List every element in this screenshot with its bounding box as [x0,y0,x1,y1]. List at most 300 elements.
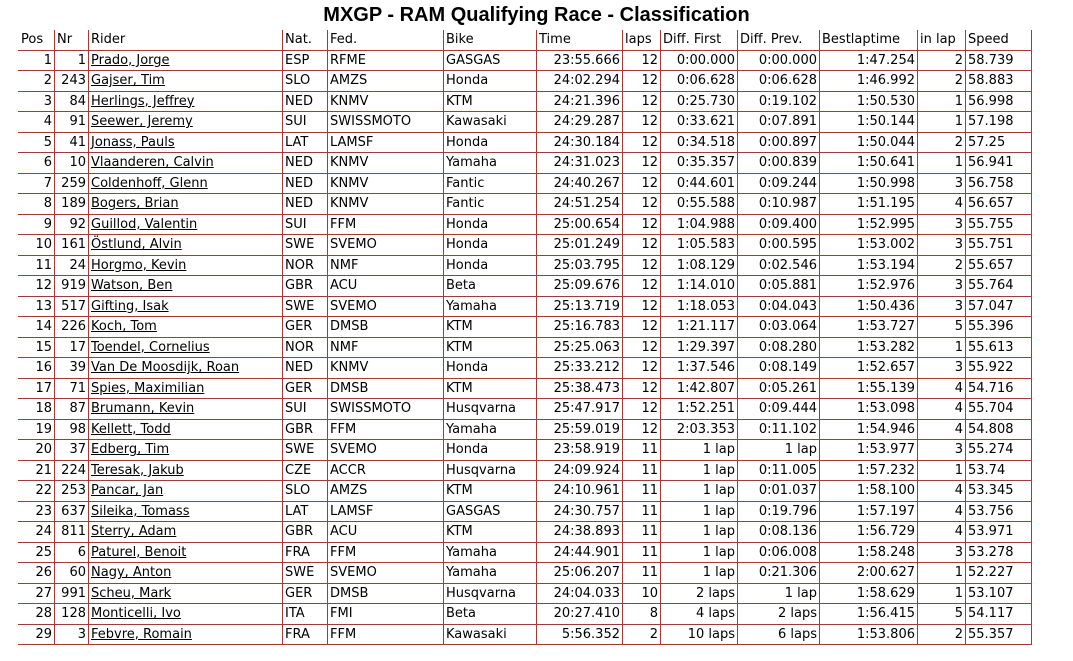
table-row [19,132,1032,153]
cell-diff-first: 1:08.129 [661,255,738,276]
table-body [19,50,1032,645]
cell-bestlaptime: 1:50.044 [820,132,918,153]
cell-pos: 7 [19,173,55,194]
cell-diff-first: 1 lap [661,542,738,563]
cell-speed: 55.704 [966,399,1032,420]
cell-speed: 54.808 [966,419,1032,440]
cell-bike: KTM [444,91,537,112]
cell-rider [89,542,283,563]
table-header-row [19,30,1032,50]
table-row [19,71,1032,92]
cell-laps: 12 [623,194,661,215]
cell-diff-first: 0:00.000 [661,50,738,71]
table-row [19,501,1032,522]
cell-time: 25:03.795 [537,255,623,276]
cell-diff-first: 1:52.251 [661,399,738,420]
cell-rider [89,358,283,379]
cell-diff-first: 0:25.730 [661,91,738,112]
rider-link[interactable]: Kellett, Todd [91,421,171,437]
cell-bike: Fantic [444,194,537,215]
cell-laps: 10 [623,583,661,604]
cell-nat: SWE [283,563,328,584]
table-row [19,481,1032,502]
column-header-fed: Fed. [328,30,444,50]
cell-bestlaptime: 1:58.248 [820,542,918,563]
cell-diff-prev: 0:09.400 [738,214,820,235]
cell-pos: 11 [19,255,55,276]
cell-diff-first: 0:06.628 [661,71,738,92]
cell-pos: 8 [19,194,55,215]
cell-bestlaptime: 1:58.629 [820,583,918,604]
cell-nat: GER [283,378,328,399]
cell-in-lap: 4 [918,378,966,399]
cell-speed: 58.883 [966,71,1032,92]
cell-bike: KTM [444,317,537,338]
cell-in-lap: 2 [918,624,966,645]
cell-in-lap: 3 [918,214,966,235]
cell-nr: 10 [55,153,89,174]
cell-nr: 91 [55,112,89,133]
cell-speed: 56.941 [966,153,1032,174]
column-header-speed: Speed [966,30,1032,50]
cell-pos: 14 [19,317,55,338]
cell-pos: 2 [19,71,55,92]
cell-diff-prev: 0:03.064 [738,317,820,338]
cell-diff-first: 0:34.518 [661,132,738,153]
table-row [19,173,1032,194]
rider-link[interactable]: Koch, Tom [91,319,157,335]
cell-nat: LAT [283,501,328,522]
column-header-nr: Nr [55,30,89,50]
cell-nr: 98 [55,419,89,440]
cell-speed: 55.396 [966,317,1032,338]
column-header-pos: Pos [19,30,55,50]
cell-nat: NED [283,173,328,194]
rider-link[interactable]: Gajser, Tim [91,73,165,89]
cell-fed: SVEMO [328,296,444,317]
cell-diff-prev: 0:08.136 [738,522,820,543]
cell-fed: FFM [328,214,444,235]
cell-fed: ACCR [328,460,444,481]
cell-diff-prev: 6 laps [738,624,820,645]
cell-in-lap: 1 [918,91,966,112]
cell-in-lap: 4 [918,501,966,522]
cell-in-lap: 4 [918,419,966,440]
cell-nat: ITA [283,604,328,625]
cell-bike: Beta [444,276,537,297]
cell-speed: 55.755 [966,214,1032,235]
cell-laps: 12 [623,296,661,317]
cell-rider [89,317,283,338]
rider-link[interactable]: Horgmo, Kevin [91,257,187,273]
cell-in-lap: 3 [918,296,966,317]
cell-laps: 2 [623,624,661,645]
cell-in-lap: 4 [918,194,966,215]
cell-speed: 57.25 [966,132,1032,153]
rider-link[interactable]: Prado, Jorge [91,52,170,68]
cell-nr: 637 [55,501,89,522]
cell-pos: 5 [19,132,55,153]
cell-rider [89,337,283,358]
cell-nr: 41 [55,132,89,153]
cell-speed: 56.657 [966,194,1032,215]
cell-speed: 53.74 [966,460,1032,481]
cell-bestlaptime: 1:46.992 [820,71,918,92]
cell-bike: Husqvarna [444,460,537,481]
cell-laps: 12 [623,337,661,358]
cell-pos: 18 [19,399,55,420]
cell-laps: 12 [623,378,661,399]
cell-laps: 11 [623,460,661,481]
cell-diff-first: 1:37.546 [661,358,738,379]
cell-nr: 128 [55,604,89,625]
rider-link[interactable]: Brumann, Kevin [91,401,195,417]
cell-in-lap: 2 [918,71,966,92]
cell-bike: KTM [444,337,537,358]
cell-diff-prev: 0:01.037 [738,481,820,502]
cell-laps: 12 [623,255,661,276]
cell-rider [89,112,283,133]
cell-nr: 71 [55,378,89,399]
table-row [19,440,1032,461]
cell-speed: 56.758 [966,173,1032,194]
cell-speed: 58.739 [966,50,1032,71]
table-row [19,337,1032,358]
cell-laps: 12 [623,173,661,194]
rider-link[interactable]: Gifting, Isak [91,298,169,314]
cell-bestlaptime: 1:50.530 [820,91,918,112]
cell-in-lap: 3 [918,358,966,379]
cell-bestlaptime: 1:54.946 [820,419,918,440]
cell-fed: FFM [328,542,444,563]
cell-nat: FRA [283,542,328,563]
cell-bike: Honda [444,235,537,256]
cell-bike: Yamaha [444,419,537,440]
cell-speed: 55.613 [966,337,1032,358]
cell-speed: 53.107 [966,583,1032,604]
cell-rider [89,440,283,461]
cell-bestlaptime: 1:50.641 [820,153,918,174]
cell-bike: KTM [444,481,537,502]
cell-bestlaptime: 1:53.194 [820,255,918,276]
cell-diff-prev: 0:00.000 [738,50,820,71]
cell-diff-first: 2:03.353 [661,419,738,440]
cell-diff-prev: 2 laps [738,604,820,625]
cell-in-lap: 4 [918,399,966,420]
cell-nat: SUI [283,112,328,133]
cell-time: 24:02.294 [537,71,623,92]
cell-time: 24:04.033 [537,583,623,604]
cell-pos: 15 [19,337,55,358]
cell-bestlaptime: 1:53.727 [820,317,918,338]
cell-bestlaptime: 1:47.254 [820,50,918,71]
table-row [19,419,1032,440]
cell-nr: 224 [55,460,89,481]
cell-diff-first: 1 lap [661,440,738,461]
cell-fed: KNMV [328,91,444,112]
cell-bike: Husqvarna [444,583,537,604]
rider-link[interactable]: Östlund, Alvin [91,237,182,253]
cell-in-lap: 2 [918,255,966,276]
cell-nat: GBR [283,276,328,297]
rider-link[interactable]: Vlaanderen, Calvin [91,155,214,171]
cell-fed: FFM [328,624,444,645]
cell-laps: 11 [623,563,661,584]
cell-diff-first: 1:18.053 [661,296,738,317]
cell-bestlaptime: 1:52.976 [820,276,918,297]
cell-bestlaptime: 1:56.415 [820,604,918,625]
cell-time: 23:55.666 [537,50,623,71]
cell-speed: 56.998 [966,91,1032,112]
rider-link[interactable]: Teresak, Jakub [91,462,184,478]
cell-nat: LAT [283,132,328,153]
cell-fed: LAMSF [328,501,444,522]
cell-laps: 11 [623,501,661,522]
cell-nr: 811 [55,522,89,543]
rider-link[interactable]: Bogers, Brian [91,196,179,212]
cell-diff-prev: 0:04.043 [738,296,820,317]
cell-nat: SUI [283,399,328,420]
cell-rider [89,173,283,194]
cell-diff-first: 10 laps [661,624,738,645]
cell-bestlaptime: 1:53.806 [820,624,918,645]
cell-bike: Beta [444,604,537,625]
cell-bestlaptime: 1:58.100 [820,481,918,502]
cell-nr: 39 [55,358,89,379]
cell-pos: 3 [19,91,55,112]
cell-diff-prev: 0:06.008 [738,542,820,563]
cell-laps: 12 [623,112,661,133]
cell-bike: KTM [444,378,537,399]
cell-nat: NOR [283,337,328,358]
cell-bestlaptime: 1:50.436 [820,296,918,317]
cell-rider [89,481,283,502]
rider-link[interactable]: Sterry, Adam [91,524,177,540]
table-row [19,522,1032,543]
cell-in-lap: 1 [918,337,966,358]
cell-pos: 19 [19,419,55,440]
cell-time: 25:47.917 [537,399,623,420]
cell-nr: 243 [55,71,89,92]
cell-bestlaptime: 1:52.657 [820,358,918,379]
cell-fed: AMZS [328,71,444,92]
cell-speed: 53.971 [966,522,1032,543]
cell-pos: 9 [19,214,55,235]
cell-rider [89,522,283,543]
cell-laps: 11 [623,522,661,543]
cell-nat: GBR [283,522,328,543]
cell-time: 25:13.719 [537,296,623,317]
cell-diff-prev: 0:06.628 [738,71,820,92]
rider-link[interactable]: Paturel, Benoit [91,544,187,560]
rider-link[interactable]: Scheu, Mark [91,585,172,601]
cell-bike: GASGAS [444,50,537,71]
column-header-in-lap: in lap [918,30,966,50]
cell-nat: SLO [283,481,328,502]
cell-bestlaptime: 1:57.232 [820,460,918,481]
rider-link[interactable]: Nagy, Anton [91,565,172,581]
cell-fed: KNMV [328,194,444,215]
cell-in-lap: 5 [918,317,966,338]
cell-diff-first: 1:05.583 [661,235,738,256]
table-row [19,317,1032,338]
cell-fed: KNMV [328,358,444,379]
column-header-laps: laps [623,30,661,50]
cell-nat: ESP [283,50,328,71]
cell-bike: Honda [444,440,537,461]
rider-link[interactable]: Seewer, Jeremy [91,114,193,130]
cell-time: 5:56.352 [537,624,623,645]
rider-link[interactable]: Monticelli, Ivo [91,606,181,622]
cell-nr: 517 [55,296,89,317]
rider-link[interactable]: Sileika, Tomass [91,503,190,519]
cell-time: 24:31.023 [537,153,623,174]
cell-nr: 92 [55,214,89,235]
column-header-diff-first: Diff. First [661,30,738,50]
column-header-rider: Rider [89,30,283,50]
cell-diff-first: 1 lap [661,563,738,584]
cell-diff-first: 1:42.807 [661,378,738,399]
cell-in-lap: 2 [918,132,966,153]
cell-time: 25:09.676 [537,276,623,297]
cell-speed: 57.198 [966,112,1032,133]
cell-bike: Honda [444,214,537,235]
table-row [19,194,1032,215]
cell-diff-first: 1:21.117 [661,317,738,338]
cell-fed: AMZS [328,481,444,502]
table-row [19,235,1032,256]
cell-fed: ACU [328,276,444,297]
cell-fed: FMI [328,604,444,625]
cell-diff-first: 0:35.357 [661,153,738,174]
cell-pos: 23 [19,501,55,522]
cell-diff-prev: 0:10.987 [738,194,820,215]
cell-pos: 4 [19,112,55,133]
rider-link[interactable]: Van De Moosdijk, Roan [91,360,240,376]
cell-in-lap: 4 [918,522,966,543]
cell-bike: Honda [444,255,537,276]
cell-bestlaptime: 1:53.098 [820,399,918,420]
cell-fed: LAMSF [328,132,444,153]
cell-fed: NMF [328,255,444,276]
rider-link[interactable]: Toendel, Cornelius [91,339,210,355]
cell-rider [89,214,283,235]
cell-diff-prev: 0:00.897 [738,132,820,153]
cell-fed: FFM [328,419,444,440]
cell-in-lap: 1 [918,153,966,174]
cell-time: 25:33.212 [537,358,623,379]
cell-in-lap: 3 [918,440,966,461]
cell-diff-first: 1 lap [661,522,738,543]
cell-nat: NED [283,91,328,112]
cell-laps: 12 [623,317,661,338]
cell-bestlaptime: 1:53.282 [820,337,918,358]
rider-link[interactable]: Guillod, Valentin [91,216,198,232]
cell-bike: Husqvarna [444,399,537,420]
cell-diff-first: 0:44.601 [661,173,738,194]
cell-bestlaptime: 1:53.002 [820,235,918,256]
rider-link[interactable]: Edberg, Tim [91,442,170,458]
cell-diff-first: 2 laps [661,583,738,604]
rider-link[interactable]: Spies, Maximilian [91,380,205,396]
cell-rider [89,583,283,604]
cell-laps: 11 [623,440,661,461]
cell-rider [89,296,283,317]
cell-time: 24:30.757 [537,501,623,522]
table-row [19,399,1032,420]
rider-link[interactable]: Watson, Ben [91,278,173,294]
cell-bestlaptime: 1:51.195 [820,194,918,215]
cell-nr: 3 [55,624,89,645]
cell-diff-first: 1:29.397 [661,337,738,358]
cell-diff-prev: 0:02.546 [738,255,820,276]
cell-fed: RFME [328,50,444,71]
cell-diff-prev: 1 lap [738,583,820,604]
cell-laps: 12 [623,399,661,420]
cell-time: 24:29.287 [537,112,623,133]
cell-speed: 55.764 [966,276,1032,297]
cell-speed: 55.751 [966,235,1032,256]
rider-link[interactable]: Coldenhoff, Glenn [91,175,208,191]
cell-diff-prev: 0:11.005 [738,460,820,481]
cell-nr: 189 [55,194,89,215]
cell-in-lap: 3 [918,173,966,194]
cell-time: 24:38.893 [537,522,623,543]
rider-link[interactable]: Jonass, Pauls [91,134,175,150]
rider-link[interactable]: Febvre, Romain [91,626,192,642]
cell-rider [89,132,283,153]
cell-rider [89,399,283,420]
cell-bestlaptime: 1:52.995 [820,214,918,235]
rider-link[interactable]: Pancar, Jan [91,483,164,499]
cell-bike: Fantic [444,173,537,194]
cell-bike: Yamaha [444,563,537,584]
classification-table [18,30,1032,645]
table-row [19,50,1032,71]
cell-fed: SVEMO [328,563,444,584]
cell-nat: GER [283,317,328,338]
cell-speed: 57.047 [966,296,1032,317]
table-row [19,604,1032,625]
rider-link[interactable]: Herlings, Jeffrey [91,93,195,109]
cell-laps: 8 [623,604,661,625]
cell-pos: 1 [19,50,55,71]
cell-speed: 53.278 [966,542,1032,563]
cell-nr: 17 [55,337,89,358]
cell-nat: NED [283,358,328,379]
cell-bike: Kawasaki [444,624,537,645]
cell-fed: SWISSMOTO [328,112,444,133]
cell-nr: 6 [55,542,89,563]
cell-time: 24:30.184 [537,132,623,153]
cell-rider [89,276,283,297]
table-row [19,214,1032,235]
cell-nr: 991 [55,583,89,604]
cell-time: 25:59.019 [537,419,623,440]
cell-diff-prev: 1 lap [738,440,820,461]
cell-rider [89,624,283,645]
column-header-time: Time [537,30,623,50]
cell-time: 24:10.961 [537,481,623,502]
cell-nat: SWE [283,440,328,461]
cell-bike: Honda [444,71,537,92]
cell-nat: SWE [283,296,328,317]
cell-diff-first: 1:04.988 [661,214,738,235]
cell-diff-first: 1 lap [661,501,738,522]
cell-in-lap: 4 [918,481,966,502]
cell-pos: 22 [19,481,55,502]
cell-in-lap: 3 [918,542,966,563]
